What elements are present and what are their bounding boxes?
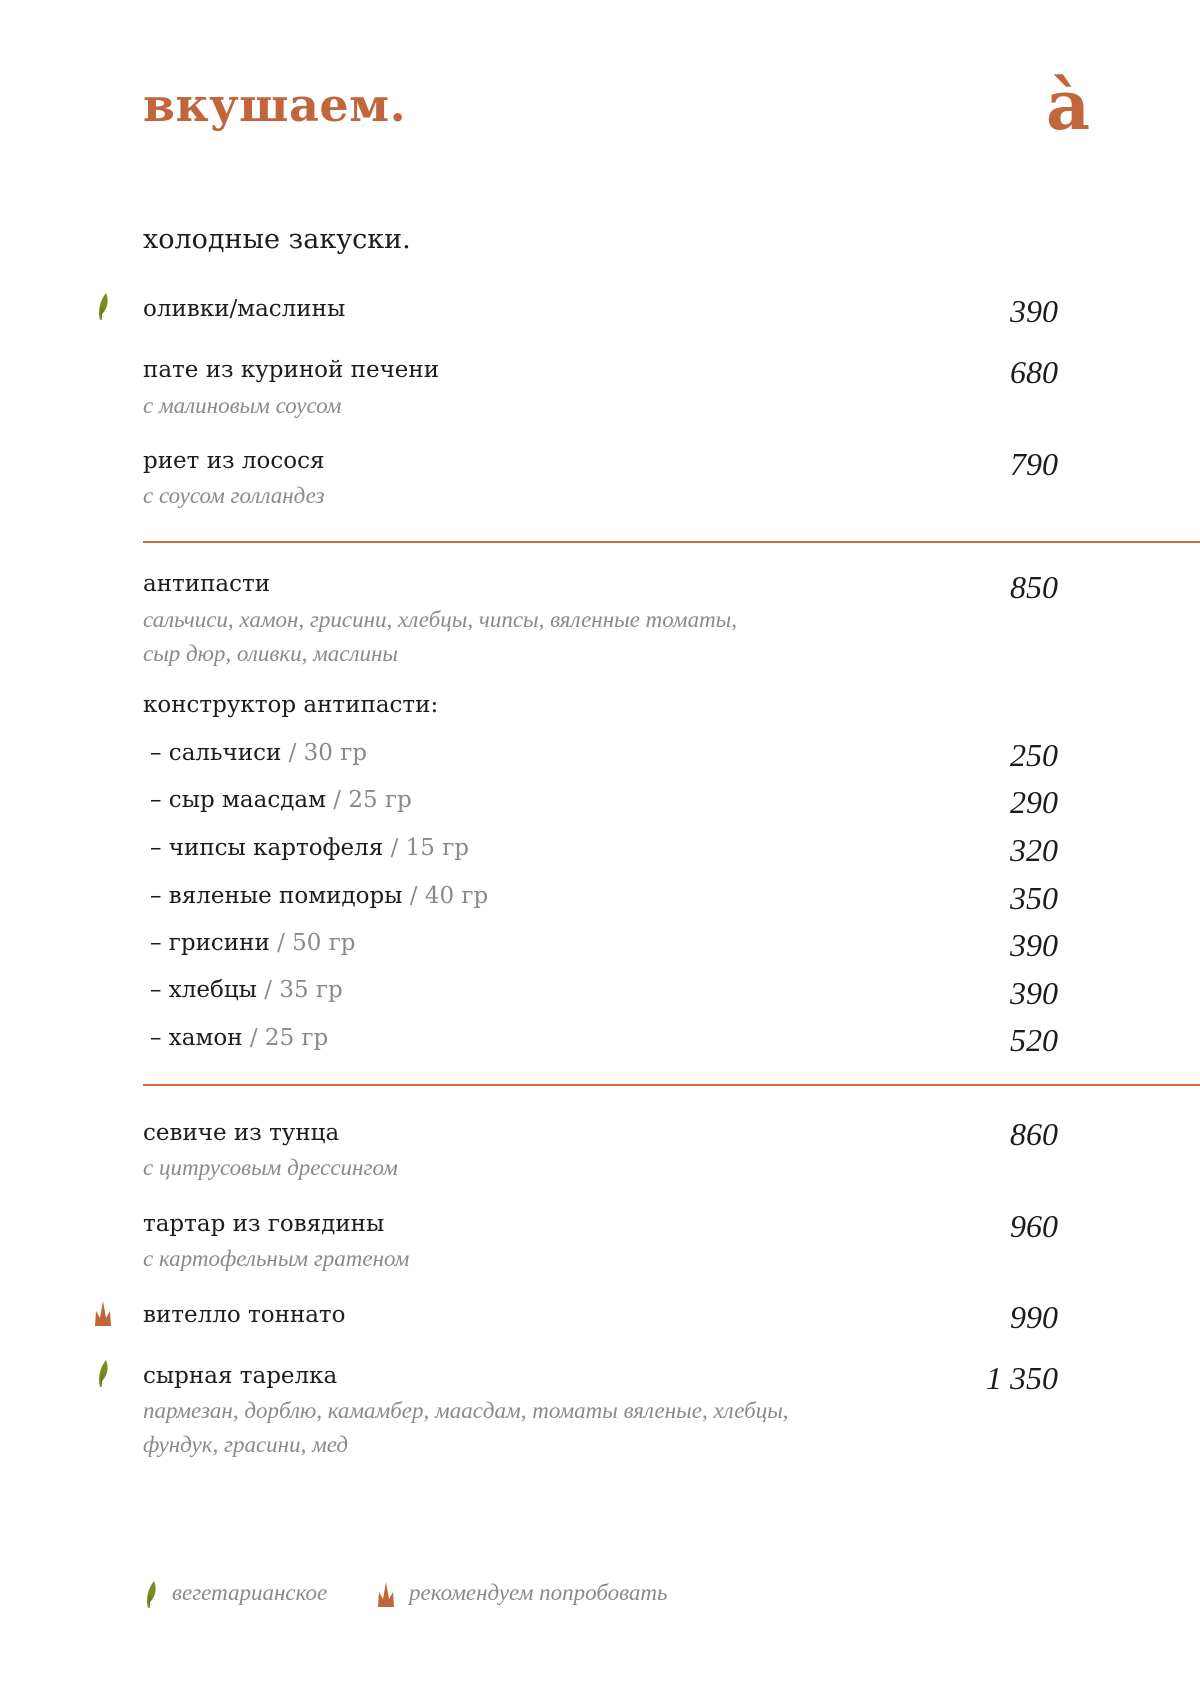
menu-item-name: вителло тоннато	[143, 1302, 346, 1328]
legend-vegetarian-label: вегетарианское	[172, 1580, 328, 1605]
menu-item-name: севиче из тунца	[143, 1120, 340, 1146]
constructor-option-price: 320	[1010, 832, 1058, 868]
constructor-option: – чипсы картофеля / 15 гр	[150, 835, 470, 861]
constructor-option-price: 350	[1010, 880, 1058, 916]
menu-item-price: 960	[1010, 1208, 1058, 1244]
menu-item-name: сырная тарелка	[143, 1363, 338, 1389]
constructor-option: – хамон / 25 гр	[150, 1025, 329, 1051]
constructor-option-price: 390	[1010, 927, 1058, 963]
section-title: холодные закуски.	[143, 224, 411, 255]
menu-item-description: с малиновым соусом	[143, 393, 342, 418]
menu-item-description: с картофельным гратеном	[143, 1246, 410, 1271]
brand-title: вкушаем.	[143, 78, 407, 132]
menu-item-price: 850	[1010, 569, 1058, 605]
menu-item-name: пате из куриной печени	[143, 357, 440, 383]
menu-item-description: фундук, грасини, мед	[143, 1432, 349, 1457]
menu-item-description: сальчиси, хамон, грисини, хлебцы, чипсы, вяленные томаты,	[143, 607, 738, 632]
menu-item-description: с цитрусовым дрессингом	[143, 1155, 398, 1180]
leaf-icon	[92, 290, 114, 322]
leaf-icon	[92, 1357, 114, 1389]
menu-item-price: 790	[1010, 446, 1058, 482]
section-divider	[143, 541, 1200, 543]
constructor-option: – вяленые помидоры / 40 гр	[150, 883, 489, 909]
constructor-option: – грисини / 50 гр	[150, 930, 356, 956]
section-divider	[143, 1084, 1200, 1086]
menu-item-price: 390	[1010, 293, 1058, 329]
menu-item-description: сыр дюр, оливки, маслины	[143, 641, 398, 666]
menu-item-name: тартар из говядины	[143, 1211, 385, 1237]
constructor-option-price: 290	[1010, 784, 1058, 820]
menu-item-price: 680	[1010, 354, 1058, 390]
crown-icon	[375, 1578, 397, 1610]
menu-item-price: 990	[1010, 1299, 1058, 1335]
menu-item-description: с соусом голландез	[143, 483, 325, 508]
constructor-title: конструктор антипасти:	[143, 692, 439, 718]
constructor-option-price: 250	[1010, 737, 1058, 773]
constructor-option-price: 520	[1010, 1022, 1058, 1058]
legend-recommended-label: рекомендуем попробовать	[409, 1580, 668, 1605]
menu-item-name: оливки/маслины	[143, 296, 346, 322]
menu-item-name: риет из лосося	[143, 448, 325, 474]
menu-item-price: 1 350	[986, 1360, 1058, 1396]
leaf-icon	[140, 1578, 162, 1610]
menu-item-name: антипасти	[143, 571, 271, 597]
constructor-option: – сыр маасдам / 25 гр	[150, 787, 412, 813]
menu-item-description: пармезан, дорблю, камамбер, маасдам, томаты вяленые, хлебцы,	[143, 1398, 789, 1423]
constructor-option: – хлебцы / 35 гр	[150, 977, 343, 1003]
constructor-option-price: 390	[1010, 975, 1058, 1011]
constructor-option: – сальчиси / 30 гр	[150, 740, 368, 766]
menu-item-price: 860	[1010, 1116, 1058, 1152]
crown-icon	[92, 1297, 114, 1329]
logo-mark: à	[1045, 66, 1090, 146]
